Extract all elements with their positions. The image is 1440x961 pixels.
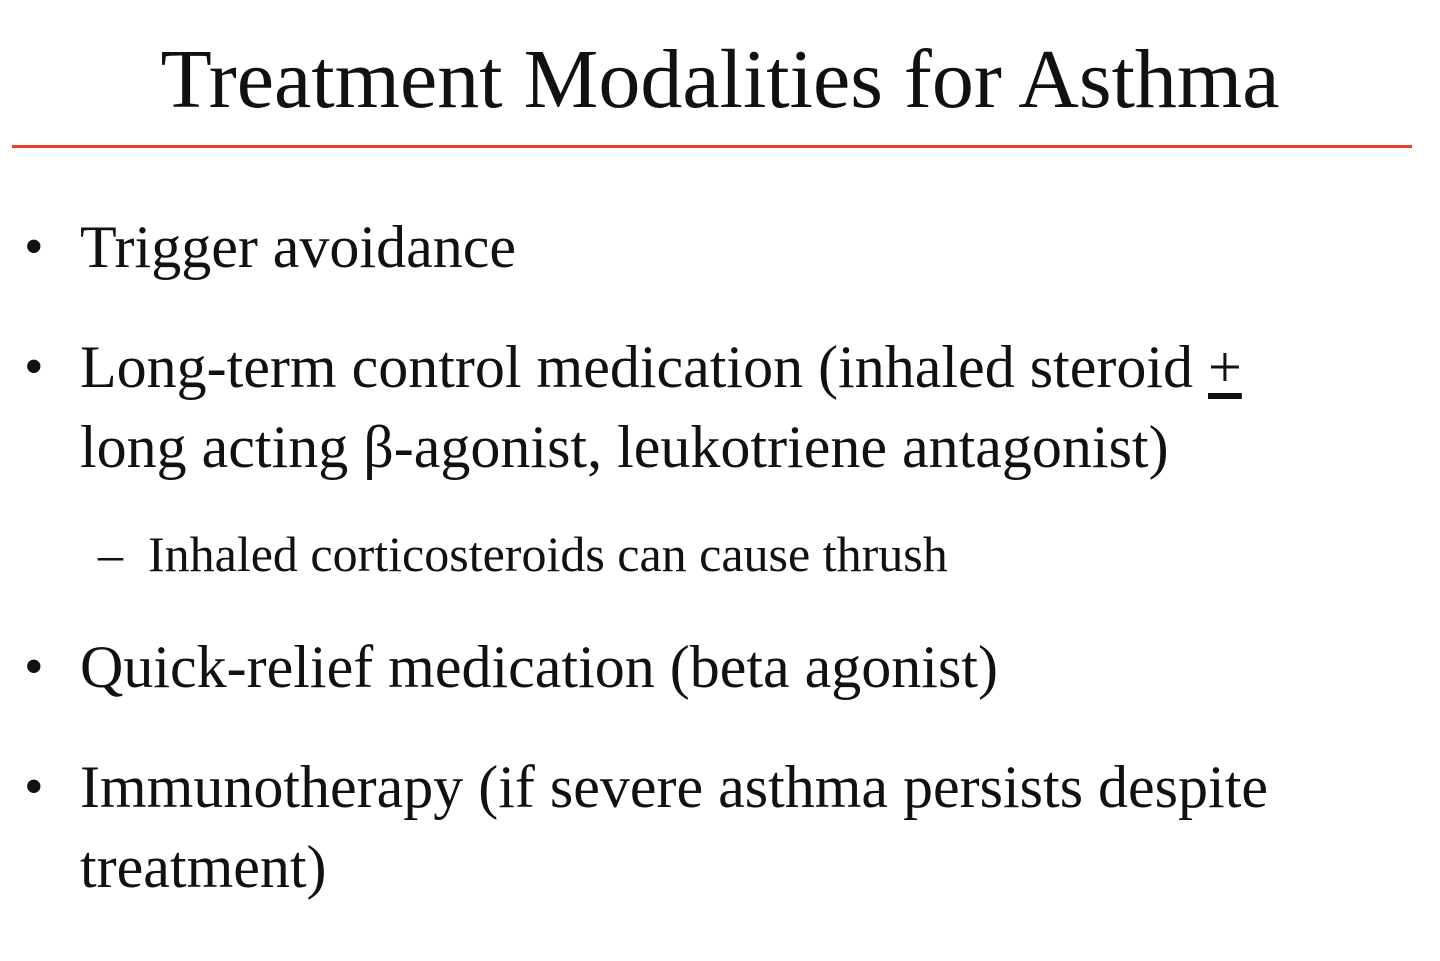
title-divider <box>12 145 1412 148</box>
sub-bullet-item-thrush <box>98 524 948 584</box>
bullet-text: Quick-relief medication (beta agonist) <box>80 634 998 700</box>
bullet-marker: • <box>24 336 44 398</box>
sub-bullet-text: Inhaled corticosteroids can cause thrush <box>148 526 948 582</box>
bullet-marker: • <box>24 216 44 278</box>
bullet-item-immunotherapy-continued <box>80 828 1420 906</box>
bullet-text-line-2: treatment) <box>80 834 327 900</box>
bullet-item-long-term-control <box>24 328 1420 406</box>
bullet-item-immunotherapy <box>24 748 1420 826</box>
bullet-text: Trigger avoidance <box>80 214 516 280</box>
bullet-marker: • <box>24 756 44 818</box>
bullet-text-line-1: Immunotherapy (if severe asthma persists despite <box>80 754 1268 820</box>
bullet-text-line-1: Long-term control medication (inhaled steroid <box>80 334 1208 400</box>
bullet-item-long-term-control-continued <box>80 408 1420 486</box>
bullet-marker: • <box>24 636 44 698</box>
plus-minus-symbol: + <box>1208 334 1242 400</box>
bullet-text-line-2: long acting β-agonist, leukotriene antagonist) <box>80 414 1169 480</box>
slide-title: Treatment Modalities for Asthma <box>160 33 1280 126</box>
bullet-item-quick-relief <box>24 628 1420 706</box>
sub-bullet-marker: – <box>98 526 123 582</box>
bullet-item-trigger-avoidance <box>24 208 1420 286</box>
